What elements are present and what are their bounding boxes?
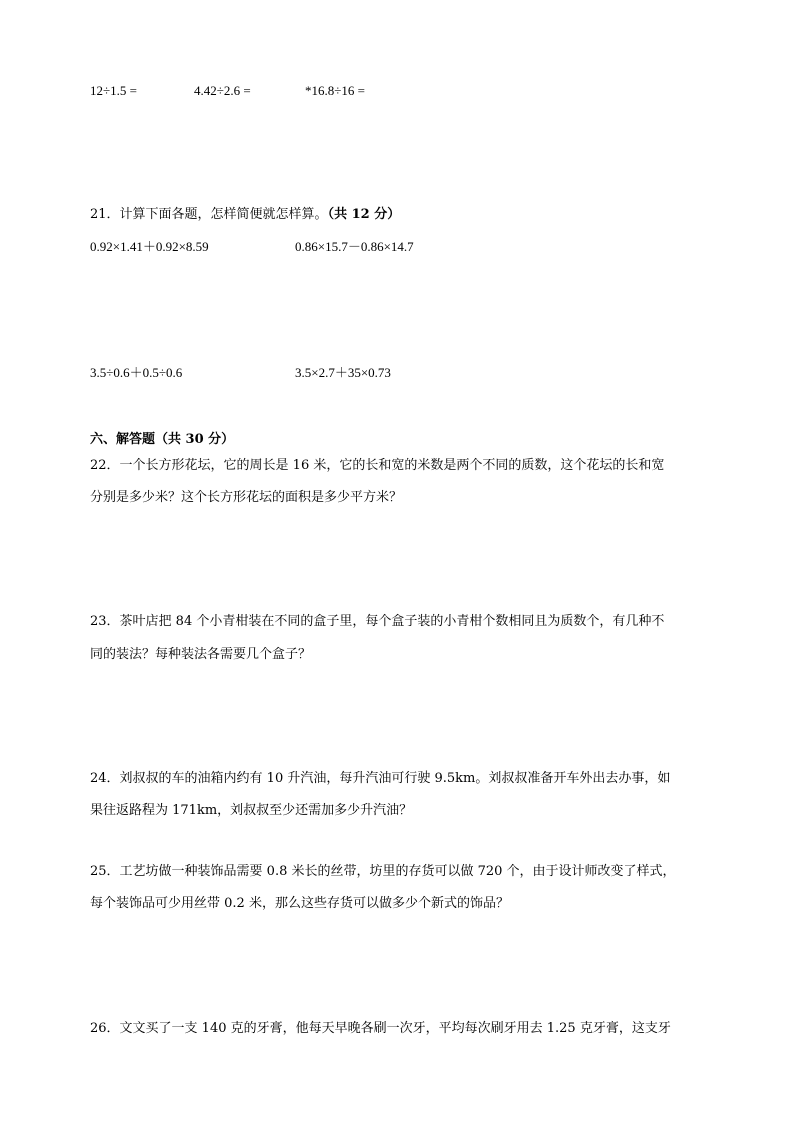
- q23-line-2: 同的装法？每种装法各需要几个盒子？: [90, 647, 312, 662]
- section6-title: 六、解答题: [90, 432, 156, 447]
- q24-line-1: 24．刘叔叔的车的油箱内约有 10 升汽油，每升汽油可行驶 9.5km。刘叔叔准备开车外出去办事，如: [90, 771, 671, 786]
- q23-line-1: 23．茶叶店把 84 个小青柑装在不同的盒子里，每个盒子装的小青柑个数相同且为质数个，有几种不: [90, 614, 665, 629]
- q21-expr-3: 3.5÷0.6＋0.5÷0.6: [90, 365, 183, 380]
- calc-expr-1: 12÷1.5 =: [90, 83, 137, 98]
- q21-points: （共 12 分）: [327, 207, 401, 222]
- section6-heading: [90, 430, 234, 450]
- q21-expr-2: 0.86×15.7－0.86×14.7: [295, 239, 414, 254]
- section6-points: （共 30 分）: [155, 432, 235, 447]
- calc-expr-2: 4.42÷2.6 =: [194, 83, 251, 98]
- q21-text: 计算下面各题，怎样简便就怎样算。: [119, 207, 328, 222]
- q21-number: 21．: [90, 207, 120, 222]
- q24-line-2: 果往返路程为 171km，刘叔叔至少还需加多少升汽油？: [90, 803, 413, 818]
- q21-heading: [90, 205, 400, 225]
- q26-line-1: 26．文文买了一支 140 克的牙膏，他每天早晚各刷一次牙，平均每次刷牙用去 1.25 克牙膏，这支牙: [90, 1021, 671, 1036]
- q22-line-2: 分别是多少米？这个长方形花坛的面积是多少平方米？: [90, 490, 403, 505]
- q21-expr-1: 0.92×1.41＋0.92×8.59: [90, 239, 209, 254]
- calc-expr-3: *16.8÷16 =: [305, 83, 365, 98]
- q25-line-1: 25．工艺坊做一种装饰品需要 0.8 米长的丝带，坊里的存货可以做 720 个，由于设计师改变了样式，: [90, 864, 676, 879]
- q22-line-1: 22．一个长方形花坛，它的周长是 16 米，它的长和宽的米数是两个不同的质数，这个花坛的长和宽: [90, 458, 665, 473]
- q21-expr-4: 3.5×2.7＋35×0.73: [295, 365, 391, 380]
- q25-line-2: 每个装饰品可少用丝带 0.2 米，那么这些存货可以做多少个新式的饰品？: [90, 896, 509, 911]
